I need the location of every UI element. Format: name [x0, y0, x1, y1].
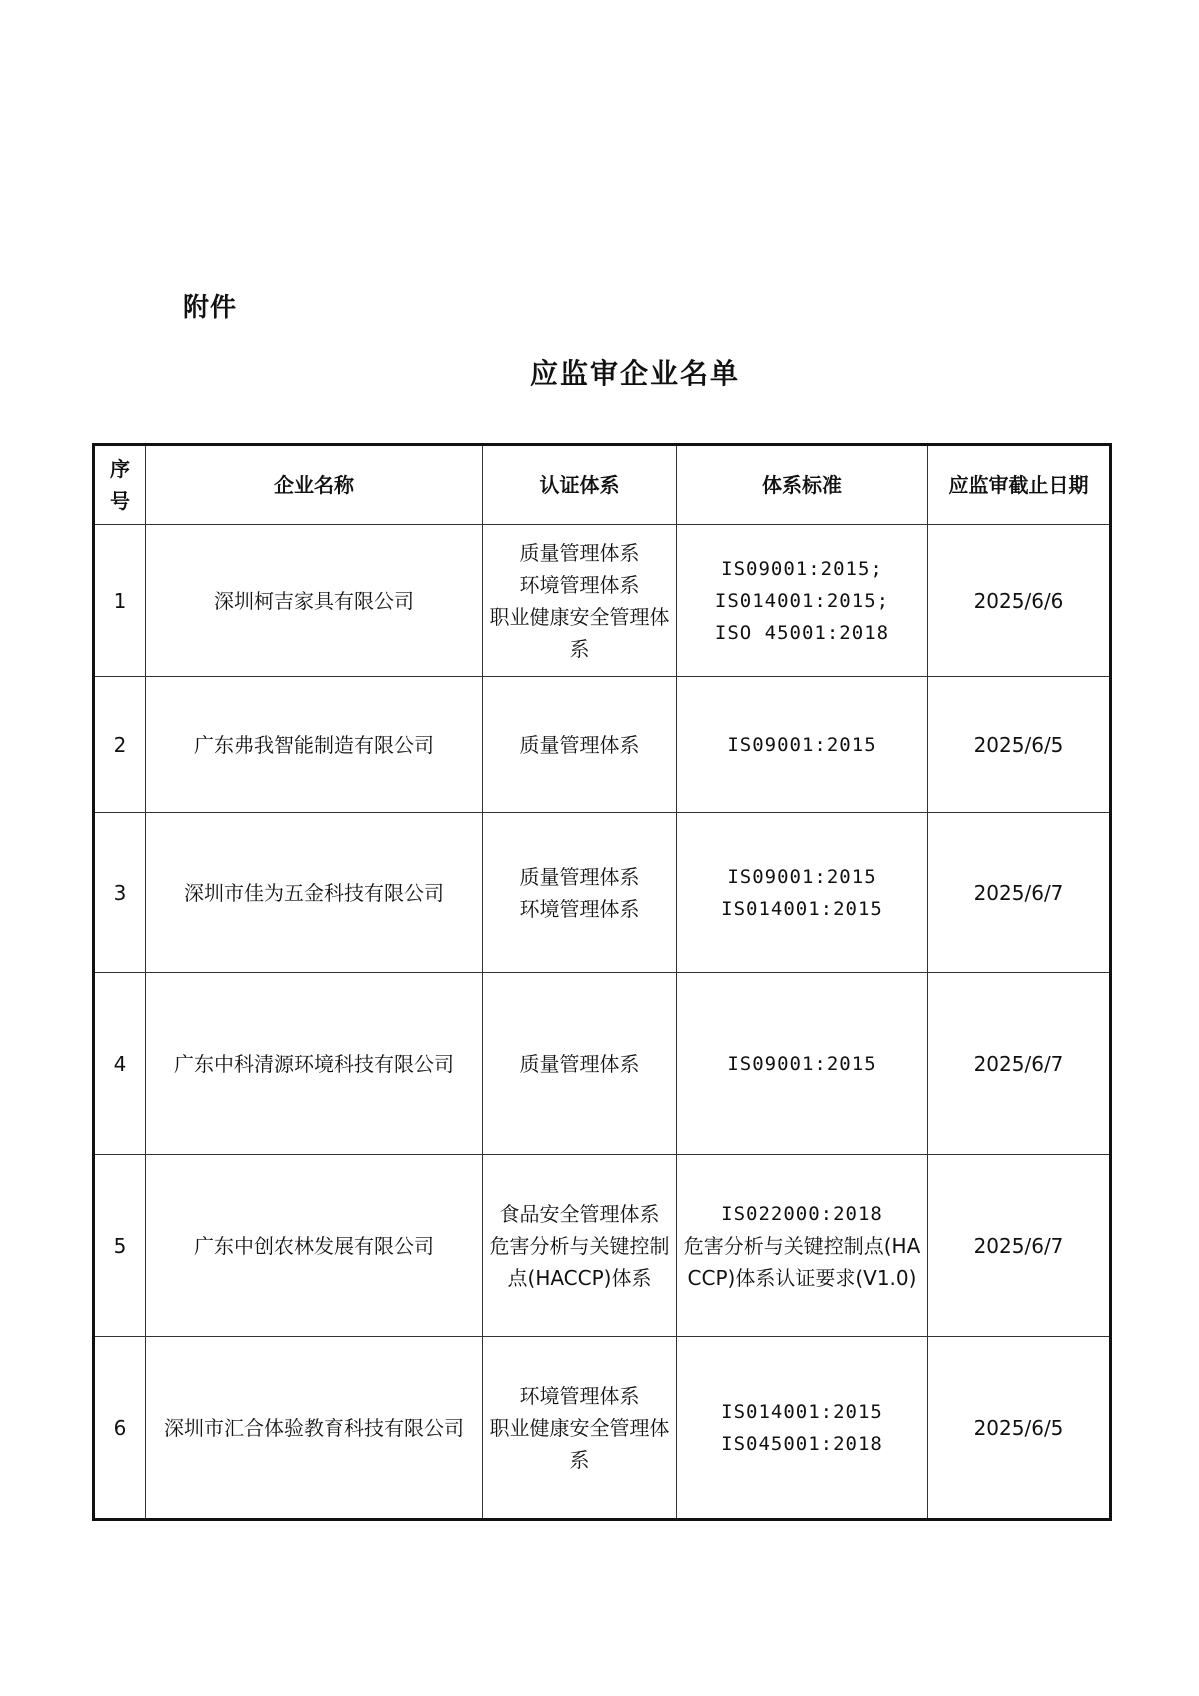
system-line: 危害分析与关键控制点(HACCP)体系	[489, 1233, 670, 1290]
system-line: 质量管理体系	[519, 540, 640, 565]
cell-deadline: 2025/6/7	[928, 973, 1111, 1155]
standard-line: IS09001:2015	[727, 865, 877, 888]
table-row	[94, 973, 1111, 1155]
cell-systems	[483, 1155, 677, 1337]
system-line: 质量管理体系	[519, 864, 640, 889]
cell-company: 广东中科清源环境科技有限公司	[146, 973, 483, 1155]
cell-seq: 6	[94, 1337, 146, 1520]
system-line: 环境管理体系	[519, 1383, 640, 1408]
enterprise-table	[92, 443, 1112, 1521]
system-line: 环境管理体系	[519, 896, 640, 921]
standard-line: IS014001:2015;	[714, 589, 890, 612]
table-row	[94, 1155, 1111, 1337]
attachment-label: 附件	[183, 293, 238, 323]
standard-line: IS09001:2015	[727, 733, 877, 756]
header-system: 认证体系	[483, 445, 677, 525]
header-seq: 序号	[94, 445, 146, 525]
system-line: 职业健康安全管理体系	[489, 604, 670, 661]
cell-deadline: 2025/6/7	[928, 1155, 1111, 1337]
table-row	[94, 677, 1111, 813]
system-line: 质量管理体系	[519, 1051, 640, 1076]
cell-deadline: 2025/6/7	[928, 813, 1111, 973]
header-company: 企业名称	[146, 445, 483, 525]
header-standard: 体系标准	[677, 445, 928, 525]
table-row	[94, 525, 1111, 677]
standard-line: IS014001:2015	[721, 897, 883, 920]
table-body	[94, 525, 1111, 1520]
cell-systems	[483, 813, 677, 973]
standard-line: 危害分析与关键控制点(HACCP)体系认证要求(V1.0)	[683, 1233, 921, 1290]
cell-standards	[677, 525, 928, 677]
system-line: 环境管理体系	[519, 572, 640, 597]
cell-deadline: 2025/6/5	[928, 1337, 1111, 1520]
cell-company: 广东中创农林发展有限公司	[146, 1155, 483, 1337]
table-row	[94, 813, 1111, 973]
standard-line: IS045001:2018	[721, 1432, 883, 1455]
cell-deadline: 2025/6/6	[928, 525, 1111, 677]
cell-company: 深圳柯吉家具有限公司	[146, 525, 483, 677]
cell-company: 深圳市汇合体验教育科技有限公司	[146, 1337, 483, 1520]
standard-line: IS09001:2015;	[721, 557, 883, 580]
header-deadline: 应监审截止日期	[928, 445, 1111, 525]
standard-line: IS09001:2015	[727, 1052, 877, 1075]
cell-systems	[483, 973, 677, 1155]
cell-standards	[677, 677, 928, 813]
cell-seq: 2	[94, 677, 146, 813]
cell-company: 深圳市佳为五金科技有限公司	[146, 813, 483, 973]
cell-standards	[677, 813, 928, 973]
system-line: 质量管理体系	[519, 732, 640, 757]
system-line: 食品安全管理体系	[499, 1201, 660, 1226]
cell-seq: 1	[94, 525, 146, 677]
standard-line: IS022000:2018	[721, 1202, 883, 1225]
page-title: 应监审企业名单	[529, 357, 740, 390]
table-header-row	[94, 445, 1111, 525]
cell-systems	[483, 1337, 677, 1520]
table-row	[94, 1337, 1111, 1520]
cell-seq: 4	[94, 973, 146, 1155]
standard-line: IS014001:2015	[721, 1400, 883, 1423]
cell-seq: 5	[94, 1155, 146, 1337]
cell-systems	[483, 525, 677, 677]
cell-deadline: 2025/6/5	[928, 677, 1111, 813]
cell-seq: 3	[94, 813, 146, 973]
cell-standards	[677, 1337, 928, 1520]
standard-line: ISO 45001:2018	[714, 621, 890, 644]
cell-systems	[483, 677, 677, 813]
cell-company: 广东弗我智能制造有限公司	[146, 677, 483, 813]
cell-standards	[677, 1155, 928, 1337]
system-line: 职业健康安全管理体系	[489, 1415, 670, 1472]
cell-standards	[677, 973, 928, 1155]
